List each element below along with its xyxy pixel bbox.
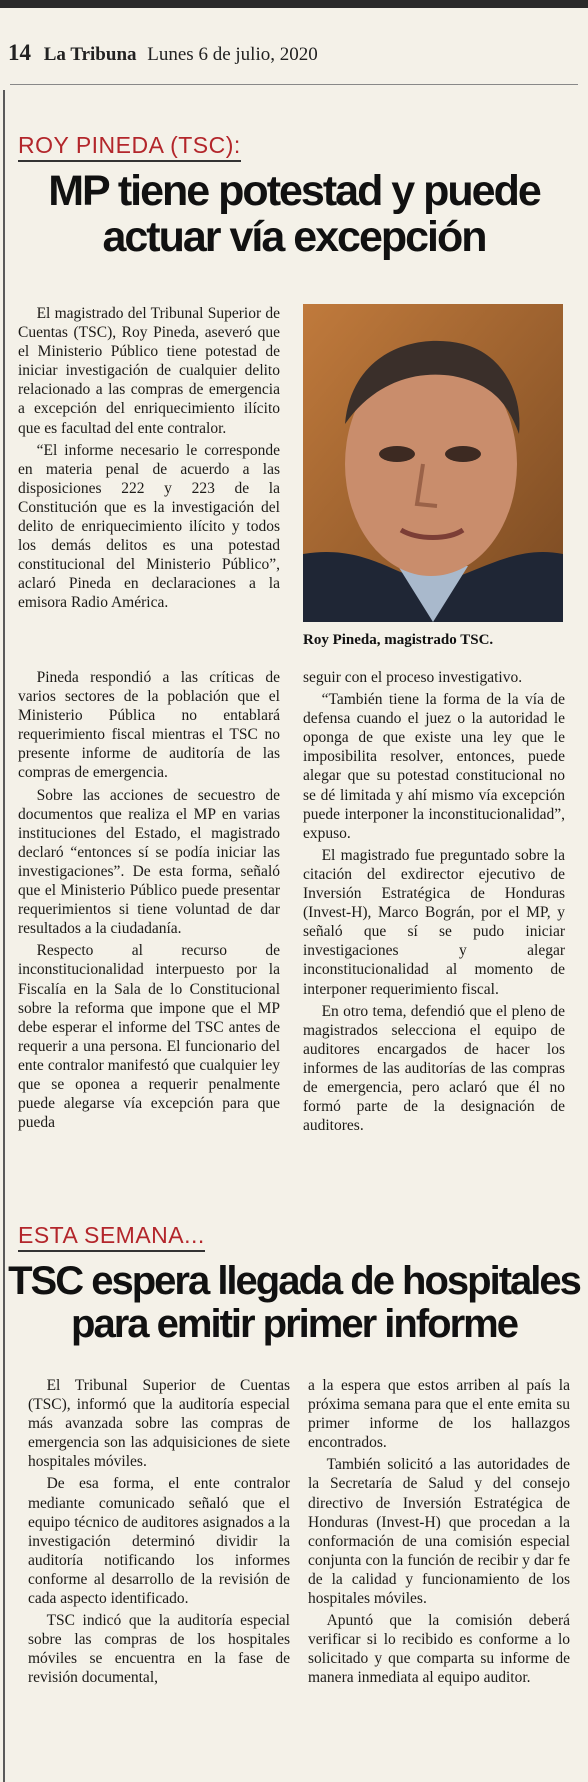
kicker-underline [18, 1250, 205, 1252]
newspaper-name: La Tribuna [43, 44, 137, 65]
kicker-underline [18, 160, 241, 162]
paragraph: a la espera que estos arriben al país la próxima semana para que el ente emita su primer informe de los hallazgos encontrados. [308, 1377, 570, 1452]
paragraph: “También tiene la forma de la vía de defensa cuando el juez o la autoridad le oponga de que existe una ley que le imposibilita resolver, entonces, puede alegar que su potestad constitucional no se dé limitada y ahí mismo vía excepción puede interponer la inconstitucionalidad”, expuso. [303, 691, 565, 842]
paragraph: En otro tema, defendió que el pleno de magistrados selecciona el equipo de auditores encargados de hacer los informes de las auditorías de las compras de emergencia, pero aclaró que él no formó parte de la designación de auditores. [303, 1002, 565, 1135]
paragraph: El magistrado del Tribunal Superior de Cuentas (TSC), Roy Pineda, aseveró que el Ministerio Público tiene potestad de iniciar investigación de cualquier delito relacionado a las compras de emergencia a excepción del enriquecimiento ilícito que es facultad del ente contralor. [18, 305, 280, 437]
portrait-photo [303, 304, 563, 622]
paragraph: De esa forma, el ente contralor mediante comunicado señaló que el equipo técnico de auditores asignados a la investigación determinó dividir la auditoría notificando los informes conforme al desarrollo de la revisión de cada aspecto identificado. [28, 1475, 290, 1608]
paragraph: Pineda respondió a las críticas de varios sectores de la población que el Ministerio Pública no entablará requerimiento fiscal mientras el TSC no presente informe de auditoría de las compras de emergencia. [18, 669, 280, 782]
paragraph: Respecto al recurso de inconstitucionalidad interpuesto por la Fiscalía en la Sala de lo Constitucional sobre la reforma que impone que el MP debe esperar el informe del TSC antes de requerir a una persona. El funcionario del ente contralor manifestó que cualquier ley que se oponea a requerir penalmente puede alegarse vía excepción para que pueda [18, 942, 280, 1132]
paragraph: Sobre las acciones de secuestro de documentos que realiza el MP en varias instituciones del Estado, el magistrado declaró “entonces sí se podía iniciar las investigaciones”. De esta forma, señaló que el Ministerio Público puede presentar requerimientos si tiene voluntad de dar resultados a la ciudadanía. [18, 786, 280, 938]
article2-headline-line1: TSC espera llegada de hospitales [8, 1259, 580, 1303]
photo-caption: Roy Pineda, magistrado TSC. [303, 632, 494, 648]
article2-column1 [28, 1376, 290, 1691]
article1-headline [0, 168, 588, 261]
roy-pineda-portrait [303, 304, 563, 622]
article2-headline [0, 1260, 588, 1346]
header-rule [10, 84, 578, 85]
article2-kicker [18, 1222, 205, 1252]
article1-headline-line1: MP tiene potestad y puede [48, 167, 540, 215]
article1-column2 [303, 668, 565, 1138]
paragraph: TSC indicó que la auditoría especial sobre las compras de los hospitales móviles se encuentra en la fase de revisión documental, [28, 1612, 290, 1687]
scan-top-edge [0, 0, 588, 8]
paragraph: seguir con el proceso investigativo. [303, 669, 523, 686]
issue-date: Lunes 6 de julio, 2020 [147, 44, 318, 65]
scan-left-edge [3, 90, 5, 1782]
paragraph: Apuntó que la comisión deberá verificar si lo recibido es conforme a lo solicitado y que comparta su informe de manera inmediata al equipo auditor. [308, 1612, 570, 1687]
article1-headline-line2: actuar vía excepción [102, 213, 486, 262]
page-number: 14 [8, 40, 31, 65]
paragraph: “El informe necesario le corresponde en materia penal de acuerdo a las disposiciones 222 y 223 de la Constitución que es la investigación del delito de enriquecimiento ilícito y todos los demás delitos es una potestad constitucional del Ministerio Público”, aclaró Pineda en declaraciones a la emisora Radio América. [18, 441, 280, 612]
article2-column2 [308, 1376, 570, 1691]
page-header [8, 40, 568, 66]
article1-column1-continued [18, 668, 280, 1135]
article2-headline-line2: para emitir primer informe [71, 1302, 517, 1347]
paragraph: También solicitó a las autoridades de la Secretaría de Salud y del consejo directivo de Inversión Estratégica de Honduras (Invest-H) que procedan a la conformación de una comisión especial conjunta con la función de recibir y dar fe de la calidad y funcionamiento de los hospitales móviles. [308, 1456, 570, 1608]
article1-column1 [18, 304, 280, 616]
article1-kicker [18, 132, 241, 162]
paragraph: El magistrado fue preguntado sobre la citación del exdirector ejecutivo de Inversión Estratégica de Honduras (Invest-H), Marco Bográn, por el MP, y señaló que sí se pudo iniciar investigaciones y alegar inconstitucionalidad al momento de interponer requerimiento fiscal. [303, 846, 565, 998]
article2-kicker-text: ESTA SEMANA... [18, 1222, 205, 1248]
article1-kicker-text: ROY PINEDA (TSC): [18, 132, 241, 158]
paragraph: El Tribunal Superior de Cuentas (TSC), informó que la auditoría especial más avanzada sobre las compras de emergencia son las adquisiciones de siete hospitales móviles. [28, 1377, 290, 1471]
